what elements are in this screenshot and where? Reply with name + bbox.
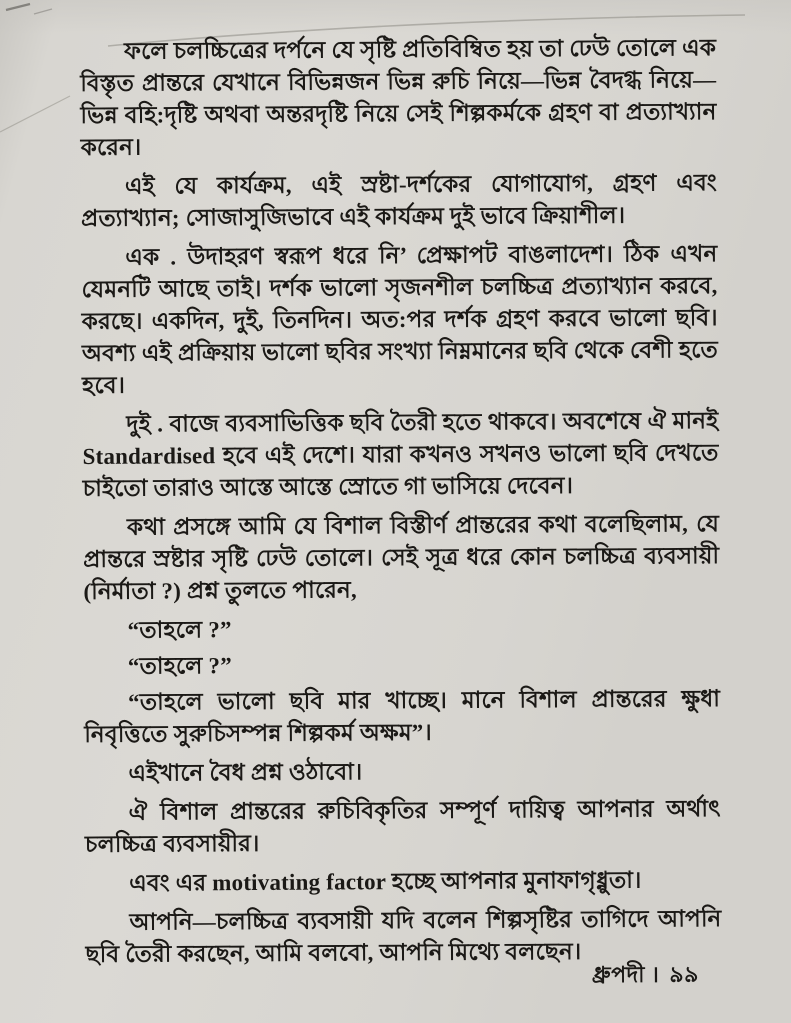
paragraph: কথা প্রসঙ্গে আমি যে বিশাল বিস্তীর্ণ প্রান্তরের কথা বলেছিলাম, যে প্রান্তরে স্রষ্টার সৃষ্টি ঢেউ তোলে। সেই সূত্র ধরে কোন চলচ্চিত্র ব্যবসায়ী (নির্মাতা ?) প্রশ্ন তুলতে পারেন, xyxy=(83,511,720,604)
paragraph: আপনি—চলচ্চিত্র ব্যবসায়ী যদি বলেন শিল্পসৃষ্টির তাগিদে আপনি ছবি তৈরী করছেন, আমি বলবো, আপনি মিথ্যে বলছেন। xyxy=(85,906,722,967)
page-footer xyxy=(592,958,699,996)
scan-top-shadow xyxy=(0,0,791,34)
footer-journal-title: ধ্রুপদী । xyxy=(592,961,660,988)
page-text-block xyxy=(80,32,722,978)
paragraph: এবং এর motivating factor হচ্ছে আপনার মুনাফাগৃধ্নুতা। xyxy=(129,867,642,896)
paragraph: ফলে চলচ্চিত্রের দর্পনে যে সৃষ্টি প্রতিবিম্বিত হয় তা ঢেউ তোলে এক বিস্তৃত প্রান্তরে যেখানে বিভিন্নজন ভিন্ন রুচি নিয়ে—ভিন্ন বৈদগ্ধ নিয়ে—ভিন্ন বহি:দৃষ্টি অথবা অন্তরদৃষ্টি নিয়ে সেই শিল্পকর্মকে গ্রহণ বা প্রত্যাখ্যান করেন। xyxy=(80,35,717,160)
paragraph: এইখানে বৈধ প্রশ্ন ওঠাবো। xyxy=(128,759,363,786)
paragraph: এক . উদাহরণ স্বরূপ ধরে নি’ প্রেক্ষাপট বাঙলাদেশ। ঠিক এখন যেমনটি আছে তাই। দর্শক ভালো সৃজনশীল চলচ্চিত্র প্রত্যাখ্যান করবে, করছে। একদিন, দুই, তিনদিন। অত:পর দর্শক গ্রহণ করবে ভালো ছবি। অবশ্য এই প্রক্রিয়ায় ভালো ছবির সংখ্যা নিম্নমানের ছবি থেকে বেশী হতে হবে। xyxy=(81,241,719,398)
quote-paragraph: “তাহলে ভালো ছবি মার খাচ্ছে। মানে বিশাল প্রান্তরের ক্ষুধা নিবৃত্তিতে সুরুচিসম্পন্ন শিল্পকর্ম অক্ষম”। xyxy=(84,686,721,747)
paragraph: ঐ বিশাল প্রান্তরের রুচিবিকৃতির সম্পূর্ণ দায়িত্ব আপনার অর্থাৎ চলচ্চিত্র ব্যবসায়ীর। xyxy=(84,796,721,857)
paragraph: দুই . বাজে ব্যবসাভিত্তিক ছবি তৈরী হতে থাকবে। অবশেষে ঐ মানই Standardised হবে এই দেশে। যারা কখনও সখনও ভালো ছবি দেখতে চাইতো তারাও আস্তে আস্তে স্রোতে গা ভাসিয়ে দেবেন। xyxy=(82,408,719,501)
paragraph: এই যে কার্যক্রম, এই স্রষ্টা-দর্শকের যোগাযোগ, গ্রহণ এবং প্রত্যাখ্যান; সোজাসুজিভাবে এই কার্যক্রম দুই ভাবে ক্রিয়াশীল। xyxy=(81,170,717,231)
quote-line: “তাহলে ?” xyxy=(127,653,232,679)
quote-line: “তাহলে ?” xyxy=(127,617,232,643)
footer-page-number: ৯৯ xyxy=(669,961,700,987)
